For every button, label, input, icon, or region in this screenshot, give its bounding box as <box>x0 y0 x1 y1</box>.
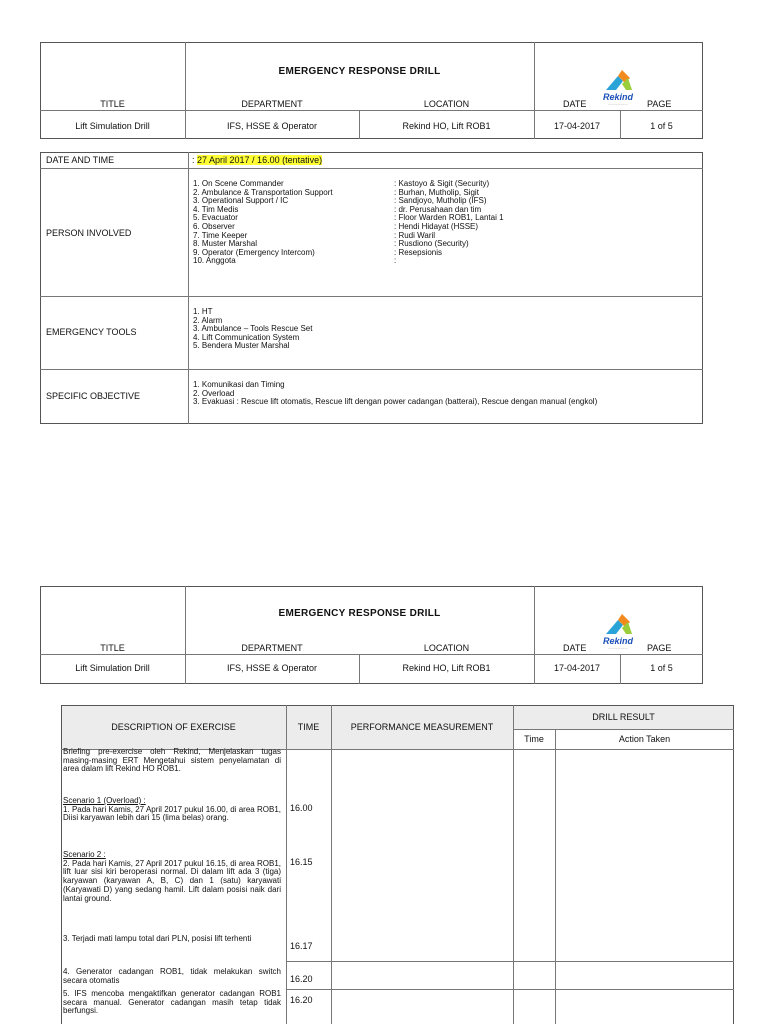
col-department: DEPARTMENT <box>241 99 303 109</box>
tool-item: 1. HT <box>193 307 213 316</box>
roles-list <box>193 180 333 266</box>
row-time: 16.15 <box>290 857 313 867</box>
role-item: 9. Operator (Emergency Intercom) <box>193 247 315 257</box>
header-result-time: Time <box>524 734 544 744</box>
name-item: : <box>394 256 397 266</box>
page-value: 1 of 5 <box>650 121 673 131</box>
logo-text: Rekind <box>602 636 633 646</box>
department-value: IFS, HSSE & Operator <box>226 121 318 131</box>
col-page: PAGE <box>647 643 672 653</box>
objective-item: 3. Evakuasi : Rescue lift otomatis, Rescue lift dengan power cadangan (batterai), Rescue dengan manual (engkol) <box>193 397 598 407</box>
doc-title: EMERGENCY RESPONSE DRILL <box>278 66 441 77</box>
header-performance: PERFORMANCE MEASUREMENT <box>350 722 494 732</box>
logo-tagline: ~~~~~~~~~~~ <box>608 646 628 650</box>
col-location: LOCATION <box>423 643 470 653</box>
col-title: TITLE <box>100 99 125 109</box>
col-date: DATE <box>563 643 587 653</box>
logo-tagline: ~~~~~~~~~~~ <box>608 102 628 106</box>
name-item: : Rusdiono (Security) <box>394 239 469 249</box>
tool-item: 2. Alarm <box>193 315 223 325</box>
date-value: 17-04-2017 <box>553 663 601 673</box>
col-title: TITLE <box>100 643 125 653</box>
name-item: : Sandjoyo, Mutholip (IFS) <box>394 196 487 206</box>
date-value: 17-04-2017 <box>553 121 601 131</box>
location-value: Rekind HO, Lift ROB1 <box>402 121 491 131</box>
title-value: Lift Simulation Drill <box>75 121 150 131</box>
name-item: : dr. Perusahaan dan tim <box>394 204 482 214</box>
names-list <box>394 180 504 266</box>
title-value: Lift Simulation Drill <box>75 663 150 673</box>
page-value: 1 of 5 <box>650 663 673 673</box>
objective-item: 1. Komunikasi dan Timing <box>193 380 285 389</box>
name-item: : Hendi Hidayat (HSSE) <box>394 221 479 231</box>
header-drill-result: DRILL RESULT <box>592 712 655 722</box>
table-row <box>63 990 281 1016</box>
row-text: 2. Pada hari Kamis, 27 April 2017 pukul 16.15, di area ROB1, lift luar sisi kiri beroperasi normal. Di dalam lift ada 3 (tiga) karyawan (karyawan A, B, C) dan 1 (satu) karyawati (Karyawati D) yang sedang hamil. Lift dalam posisi naik dari lantai ground. <box>63 858 281 903</box>
row-time: 16.17 <box>290 941 313 951</box>
date-time-label: DATE AND TIME <box>46 155 115 165</box>
department-value: IFS, HSSE & Operator <box>226 663 318 673</box>
name-item: : Rudi Waril <box>394 230 436 240</box>
role-item: 4. Tim Medis <box>193 204 239 214</box>
header-description: DESCRIPTION OF EXERCISE <box>111 722 236 732</box>
row-time: 16.20 <box>290 995 313 1005</box>
table-row <box>63 748 281 774</box>
name-item: : Burhan, Mutholip, Sigit <box>394 187 479 197</box>
location-value: Rekind HO, Lift ROB1 <box>402 663 491 673</box>
name-item: : Resepsionis <box>394 247 443 257</box>
role-item: 6. Observer <box>193 221 235 231</box>
emergency-tools-label: EMERGENCY TOOLS <box>46 327 137 337</box>
col-department: DEPARTMENT <box>241 643 303 653</box>
role-item: 1. On Scene Commander <box>193 179 284 188</box>
role-item: 3. Operational Support / IC <box>193 196 289 206</box>
row-text: 5. IFS mencoba mengaktifkan generator cadangan ROB1 secara manual. Generator cadangan masih tetap tidak berfungsi. <box>63 989 281 1016</box>
tool-item: 4. Lift Communication System <box>193 332 300 342</box>
doc-title: EMERGENCY RESPONSE DRILL <box>278 608 441 619</box>
col-page: PAGE <box>647 99 672 109</box>
objective-item: 2. Overload <box>193 388 235 398</box>
table-row <box>63 851 281 903</box>
header-action-taken: Action Taken <box>618 734 671 744</box>
row-text: Briefing pre-exercise oleh Rekind, Menjelaskan tugas masing-masing ERT Mengetahui sistem penyelamatan di area dalam lift Rekind HO ROB1. <box>63 747 281 774</box>
objectives-list <box>193 381 597 407</box>
row-text: 4. Generator cadangan ROB1, tidak melakukan switch secara otomatis <box>63 967 281 985</box>
tool-item: 5. Bendera Muster Marshal <box>193 341 290 351</box>
date-time-field: : 27 April 2017 / 16.00 (tentative) <box>192 155 323 165</box>
row-title: Scenario 2 : <box>63 850 106 859</box>
logo-text: Rekind <box>602 92 633 102</box>
row-title: Scenario 1 (Overload) : <box>63 796 146 805</box>
col-date: DATE <box>563 99 587 109</box>
row-time: 16.00 <box>290 803 313 813</box>
table-row <box>63 935 281 944</box>
table-row <box>63 797 281 823</box>
person-involved-label: PERSON INVOLVED <box>46 228 132 238</box>
row-time: 16.20 <box>290 974 313 984</box>
role-item: 8. Muster Marshal <box>193 239 258 249</box>
row-text: 3. Terjadi mati lampu total dari PLN, posisi lift terhenti <box>63 934 252 943</box>
col-location: LOCATION <box>423 99 470 109</box>
role-item: 10. Anggota <box>193 256 236 266</box>
tools-list <box>193 308 312 351</box>
tool-item: 3. Ambulance – Tools Rescue Set <box>193 324 313 334</box>
role-item: 5. Evacuator <box>193 213 238 223</box>
specific-objective-label: SPECIFIC OBJECTIVE <box>46 391 141 401</box>
role-item: 7. Time Keeper <box>193 230 248 240</box>
name-item: : Floor Warden ROB1, Lantai 1 <box>394 213 504 223</box>
name-item: : Kastoyo & Sigit (Security) <box>394 179 490 188</box>
table-row <box>63 968 281 985</box>
role-item: 2. Ambulance & Transportation Support <box>193 187 333 197</box>
header-time: TIME <box>297 722 320 732</box>
row-text: 1. Pada hari Kamis, 27 April 2017 pukul 16.00, di area ROB1, Diisi karyawan lebih dari 15 (lima belas) orang. <box>63 804 281 823</box>
date-time-value: 27 April 2017 / 16.00 (tentative) <box>197 155 323 165</box>
